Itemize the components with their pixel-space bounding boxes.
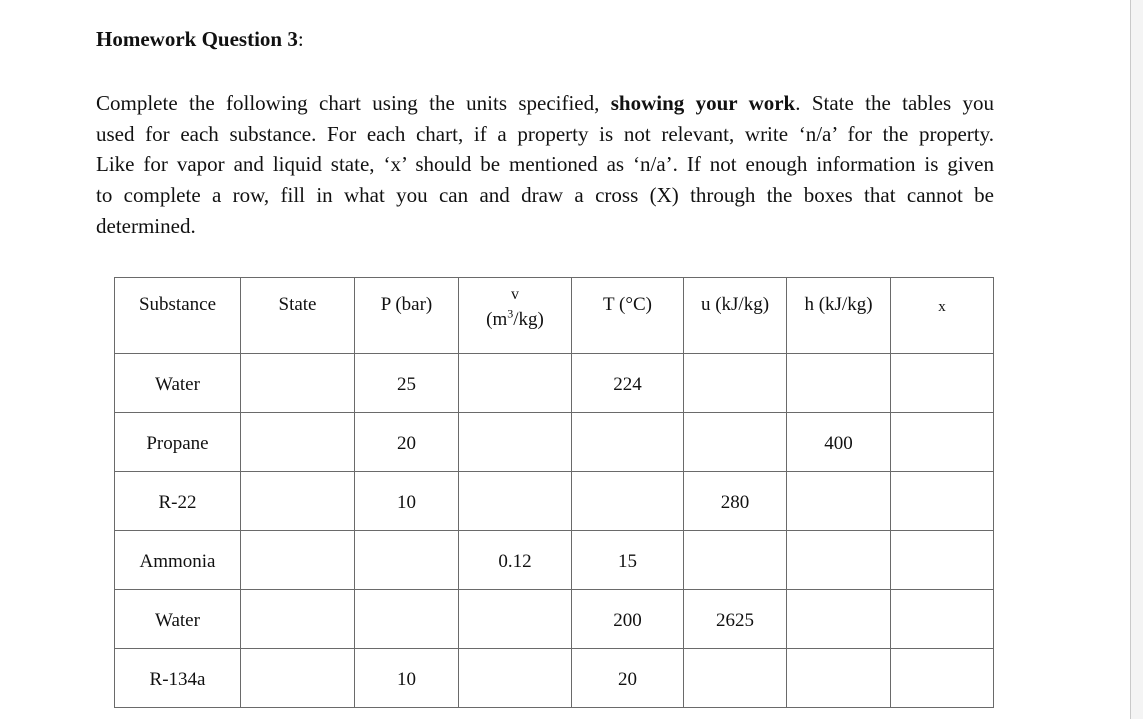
cell-state (241, 354, 355, 413)
cell-substance: R-134a (115, 649, 241, 708)
header-quality (891, 278, 994, 354)
cell-substance: R-22 (115, 472, 241, 531)
instructions-line-1-b: . State the tables you (795, 91, 994, 115)
header-temperature: T (°C) (572, 278, 684, 354)
table-row (115, 354, 994, 413)
cell-enthalpy (787, 590, 891, 649)
header-volume-unit-post: /kg) (513, 308, 544, 330)
cell-temperature: 224 (572, 354, 684, 413)
cell-pressure: 10 (355, 649, 459, 708)
table-row (115, 590, 994, 649)
cell-enthalpy (787, 354, 891, 413)
header-volume-unit-sup: 3 (507, 306, 514, 321)
cell-state (241, 590, 355, 649)
instructions-line-1-a: Complete the following chart using the units specified, (96, 91, 611, 115)
cell-temperature: 15 (572, 531, 684, 590)
cell-internal-energy (684, 649, 787, 708)
header-internal-energy: u (kJ/kg) (684, 278, 787, 354)
instructions-line-2: used for each substance. For each chart, if a property is not relevant, write ‘n/a’ for the property. (96, 121, 994, 146)
instructions-paragraph (96, 88, 994, 242)
instructions-line-4: to complete a row, fill in what you can and draw a cross (X) through the boxes that cannot be (96, 183, 994, 208)
cell-state (241, 649, 355, 708)
cell-specific-volume (459, 590, 572, 649)
table-row (115, 531, 994, 590)
cell-quality (891, 531, 994, 590)
question-heading-label: Homework Question 3 (96, 27, 298, 51)
cell-pressure: 10 (355, 472, 459, 531)
table-row (115, 413, 994, 472)
instructions-line-5: determined. (96, 213, 196, 238)
cell-internal-energy: 280 (684, 472, 787, 531)
cell-enthalpy (787, 649, 891, 708)
header-volume-unit-pre: (m (486, 308, 508, 330)
instructions-line-1 (96, 88, 994, 119)
cell-temperature (572, 413, 684, 472)
cell-specific-volume (459, 472, 572, 531)
cell-state (241, 413, 355, 472)
cell-specific-volume (459, 649, 572, 708)
cell-quality (891, 590, 994, 649)
cell-temperature: 200 (572, 590, 684, 649)
cell-internal-energy (684, 413, 787, 472)
question-heading-colon: : (297, 27, 304, 51)
header-substance: Substance (115, 278, 241, 354)
cell-quality (891, 649, 994, 708)
cell-state (241, 472, 355, 531)
header-volume-unit (459, 306, 571, 331)
table-header-row (115, 278, 994, 354)
question-heading (96, 27, 304, 52)
cell-substance: Ammonia (115, 531, 241, 590)
header-state: State (241, 278, 355, 354)
cell-quality (891, 354, 994, 413)
instructions-emphasis: showing your work (610, 91, 796, 115)
cell-enthalpy: 400 (787, 413, 891, 472)
cell-temperature (572, 472, 684, 531)
cell-internal-energy (684, 531, 787, 590)
cell-specific-volume: 0.12 (459, 531, 572, 590)
cell-pressure: 20 (355, 413, 459, 472)
cell-pressure (355, 531, 459, 590)
cell-pressure: 25 (355, 354, 459, 413)
cell-quality (891, 413, 994, 472)
cell-internal-energy (684, 354, 787, 413)
header-enthalpy: h (kJ/kg) (787, 278, 891, 354)
cell-substance: Propane (115, 413, 241, 472)
cell-enthalpy (787, 531, 891, 590)
cell-temperature: 20 (572, 649, 684, 708)
table-row (115, 472, 994, 531)
header-pressure: P (bar) (355, 278, 459, 354)
cell-internal-energy: 2625 (684, 590, 787, 649)
cell-state (241, 531, 355, 590)
cell-substance: Water (115, 354, 241, 413)
cell-specific-volume (459, 413, 572, 472)
property-chart-table (114, 277, 994, 708)
header-volume-symbol: v (511, 286, 519, 303)
cell-quality (891, 472, 994, 531)
page-gutter (1131, 0, 1143, 719)
header-quality-label: x (938, 299, 946, 315)
cell-pressure (355, 590, 459, 649)
cell-specific-volume (459, 354, 572, 413)
cell-substance: Water (115, 590, 241, 649)
table-row (115, 649, 994, 708)
header-specific-volume (459, 278, 572, 354)
cell-enthalpy (787, 472, 891, 531)
instructions-line-3: Like for vapor and liquid state, ‘x’ should be mentioned as ‘n/a’. If not enough information is given (96, 152, 994, 177)
